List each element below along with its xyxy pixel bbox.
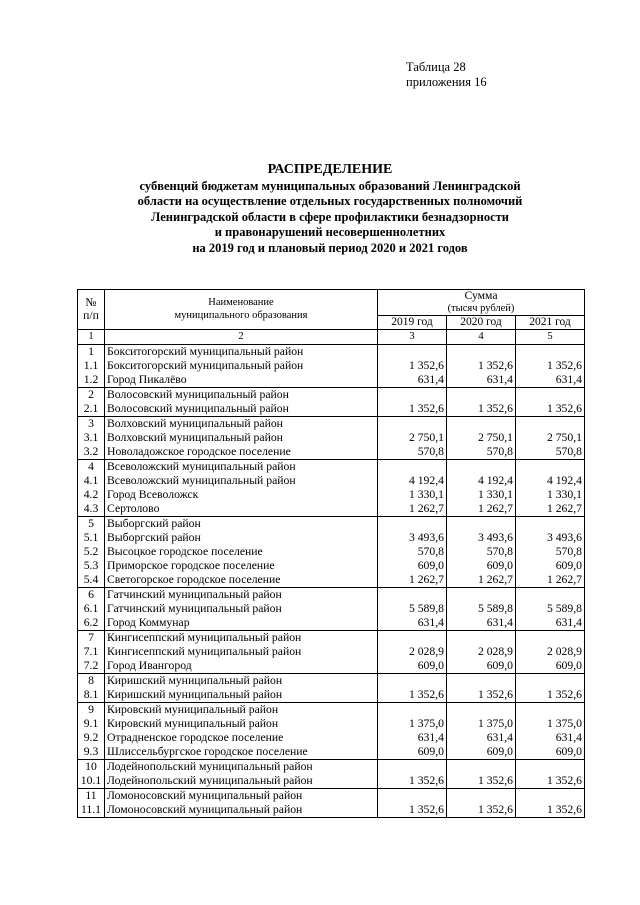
amount-2019: 1 352,6 <box>378 803 447 818</box>
amount-2021 <box>516 460 585 475</box>
amount-2021 <box>516 674 585 689</box>
row-number: 5 <box>78 517 105 532</box>
amount-2021 <box>516 631 585 646</box>
amount-2019 <box>378 588 447 603</box>
row-number: 6.2 <box>78 616 105 631</box>
amount-2021: 1 352,6 <box>516 774 585 789</box>
amount-2020: 4 192,4 <box>447 474 516 488</box>
table-number: Таблица 28 <box>406 60 466 74</box>
amount-2021: 570,8 <box>516 545 585 559</box>
amount-2021 <box>516 703 585 718</box>
row-number: 8.1 <box>78 688 105 703</box>
column-index: 1 <box>78 330 105 345</box>
header-name: Наименование муниципального образования <box>105 290 378 330</box>
amount-2021 <box>516 517 585 532</box>
amount-2021: 631,4 <box>516 373 585 388</box>
municipality-name: Выборгский район <box>105 517 378 532</box>
amount-2019: 1 330,1 <box>378 488 447 502</box>
row-number: 6.1 <box>78 602 105 616</box>
table-row <box>78 573 585 588</box>
table-row <box>78 373 585 388</box>
amount-2021 <box>516 388 585 403</box>
amount-2020: 609,0 <box>447 745 516 760</box>
amount-2019 <box>378 760 447 775</box>
amount-2020: 2 750,1 <box>447 431 516 445</box>
column-index: 3 <box>378 330 447 345</box>
row-number: 1 <box>78 345 105 360</box>
row-number: 5.1 <box>78 531 105 545</box>
amount-2021: 570,8 <box>516 445 585 460</box>
row-number: 4.1 <box>78 474 105 488</box>
amount-2019 <box>378 517 447 532</box>
amount-2019: 631,4 <box>378 731 447 745</box>
amount-2019: 1 262,7 <box>378 502 447 517</box>
amount-2021: 2 028,9 <box>516 645 585 659</box>
amount-2021 <box>516 345 585 360</box>
row-number: 6 <box>78 588 105 603</box>
row-number: 3.1 <box>78 431 105 445</box>
municipality-name: Бокситогорский муниципальный район <box>105 345 378 360</box>
amount-2020: 631,4 <box>447 373 516 388</box>
table-row <box>78 559 585 573</box>
table-row <box>78 474 585 488</box>
municipality-name: Киришский муниципальный район <box>105 688 378 703</box>
amount-2021: 631,4 <box>516 616 585 631</box>
municipality-name: Гатчинский муниципальный район <box>105 602 378 616</box>
municipality-name: Шлиссельбургское городское поселение <box>105 745 378 760</box>
amount-2021 <box>516 417 585 432</box>
amount-2020: 570,8 <box>447 445 516 460</box>
amount-2019 <box>378 703 447 718</box>
amount-2020: 1 352,6 <box>447 688 516 703</box>
column-index-row <box>78 330 585 345</box>
municipality-name: Волховский муниципальный район <box>105 417 378 432</box>
amount-2020: 1 375,0 <box>447 717 516 731</box>
municipality-name: Волховский муниципальный район <box>105 431 378 445</box>
amount-2020 <box>447 517 516 532</box>
table-row <box>78 388 585 403</box>
amount-2019: 1 375,0 <box>378 717 447 731</box>
table-reference <box>406 60 487 90</box>
municipality-name: Приморское городское поселение <box>105 559 378 573</box>
municipality-name: Бокситогорский муниципальный район <box>105 359 378 373</box>
title-line: на 2019 год и плановый период 2020 и 2021 годов <box>192 240 468 255</box>
amount-2019 <box>378 631 447 646</box>
row-number: 4.3 <box>78 502 105 517</box>
table-row <box>78 445 585 460</box>
amount-2021: 1 330,1 <box>516 488 585 502</box>
title-line: субвенций бюджетам муниципальных образований Ленинградской <box>139 179 521 193</box>
header-row <box>78 290 585 316</box>
amount-2021: 1 375,0 <box>516 717 585 731</box>
amount-2019 <box>378 417 447 432</box>
row-number: 4.2 <box>78 488 105 502</box>
header-sum: Сумма (тысяч рублей) <box>378 290 585 316</box>
municipality-name: Выборгский район <box>105 531 378 545</box>
table-row <box>78 502 585 517</box>
amount-2020: 5 589,8 <box>447 602 516 616</box>
municipality-name: Гатчинский муниципальный район <box>105 588 378 603</box>
table-row <box>78 460 585 475</box>
amount-2019: 2 750,1 <box>378 431 447 445</box>
table-row <box>78 545 585 559</box>
amount-2019: 1 352,6 <box>378 359 447 373</box>
amount-2019 <box>378 789 447 804</box>
row-number: 9.2 <box>78 731 105 745</box>
amount-2020 <box>447 345 516 360</box>
municipality-name: Город Всеволожск <box>105 488 378 502</box>
municipality-name: Отрадненское городское поселение <box>105 731 378 745</box>
row-number: 9.3 <box>78 745 105 760</box>
row-number: 1.2 <box>78 373 105 388</box>
amount-2020: 631,4 <box>447 616 516 631</box>
title-line: и правонарушений несовершеннолетних <box>214 225 446 240</box>
municipality-name: Город Ивангород <box>105 659 378 674</box>
amount-2021: 1 352,6 <box>516 688 585 703</box>
row-number: 10.1 <box>78 774 105 789</box>
municipality-name: Киришский муниципальный район <box>105 674 378 689</box>
row-number: 9.1 <box>78 717 105 731</box>
amount-2020 <box>447 388 516 403</box>
amount-2020: 570,8 <box>447 545 516 559</box>
amount-2019 <box>378 674 447 689</box>
amount-2019: 5 589,8 <box>378 602 447 616</box>
amount-2020: 609,0 <box>447 559 516 573</box>
amount-2019: 570,8 <box>378 545 447 559</box>
table-row <box>78 803 585 818</box>
table-row <box>78 731 585 745</box>
table-row <box>78 517 585 532</box>
column-index: 2 <box>105 330 378 345</box>
title-line: Ленинградской области в сфере профилактики безнадзорности <box>151 209 509 224</box>
municipality-name: Кировский муниципальный район <box>105 717 378 731</box>
amount-2021: 1 352,6 <box>516 803 585 818</box>
amount-2019: 3 493,6 <box>378 531 447 545</box>
amount-2020 <box>447 588 516 603</box>
municipality-name: Город Пикалёво <box>105 373 378 388</box>
municipality-name: Лодейнопольский муниципальный район <box>105 760 378 775</box>
amount-2021 <box>516 760 585 775</box>
municipality-name: Всеволожский муниципальный район <box>105 460 378 475</box>
amount-2020: 1 330,1 <box>447 488 516 502</box>
amount-2021: 631,4 <box>516 731 585 745</box>
row-number: 2.1 <box>78 402 105 417</box>
header-year-2019: 2019 год <box>378 316 447 330</box>
amount-2020: 631,4 <box>447 731 516 745</box>
table-row <box>78 359 585 373</box>
table-row <box>78 431 585 445</box>
amount-2021: 609,0 <box>516 745 585 760</box>
amount-2020 <box>447 789 516 804</box>
amount-2019: 1 352,6 <box>378 774 447 789</box>
amount-2019: 4 192,4 <box>378 474 447 488</box>
table-row <box>78 745 585 760</box>
table-row <box>78 789 585 804</box>
appendix-number: приложения 16 <box>406 75 487 89</box>
amount-2021 <box>516 789 585 804</box>
amount-2020: 1 352,6 <box>447 402 516 417</box>
amount-2021: 3 493,6 <box>516 531 585 545</box>
table-row <box>78 631 585 646</box>
table-row <box>78 345 585 360</box>
row-number: 9 <box>78 703 105 718</box>
amount-2020: 1 262,7 <box>447 573 516 588</box>
amount-2021: 609,0 <box>516 559 585 573</box>
table-row <box>78 717 585 731</box>
table-row <box>78 774 585 789</box>
row-number: 11.1 <box>78 803 105 818</box>
municipality-name: Город Коммунар <box>105 616 378 631</box>
amount-2020 <box>447 460 516 475</box>
column-index: 5 <box>516 330 585 345</box>
table-row <box>78 703 585 718</box>
table-row <box>78 588 585 603</box>
amount-2020 <box>447 674 516 689</box>
table-row <box>78 602 585 616</box>
municipality-name: Светогорское городское поселение <box>105 573 378 588</box>
amount-2019: 1 352,6 <box>378 688 447 703</box>
municipality-name: Кингисеппский муниципальный район <box>105 631 378 646</box>
municipality-name: Новоладожское городское поселение <box>105 445 378 460</box>
municipality-name: Лодейнопольский муниципальный район <box>105 774 378 789</box>
amount-2019: 2 028,9 <box>378 645 447 659</box>
amount-2019: 609,0 <box>378 659 447 674</box>
amount-2020 <box>447 417 516 432</box>
row-number: 3 <box>78 417 105 432</box>
municipality-name: Волосовский муниципальный район <box>105 388 378 403</box>
municipality-name: Кингисеппский муниципальный район <box>105 645 378 659</box>
amount-2021: 1 262,7 <box>516 573 585 588</box>
amount-2019: 609,0 <box>378 745 447 760</box>
amount-2019 <box>378 460 447 475</box>
header-year-2021: 2021 год <box>516 316 585 330</box>
table-row <box>78 417 585 432</box>
municipality-name: Ломоносовский муниципальный район <box>105 803 378 818</box>
column-index: 4 <box>447 330 516 345</box>
title-heading: РАСПРЕДЕЛЕНИЕ <box>267 162 393 177</box>
municipality-name: Кировский муниципальный район <box>105 703 378 718</box>
amount-2019 <box>378 388 447 403</box>
table-body <box>78 330 585 818</box>
amount-2021: 5 589,8 <box>516 602 585 616</box>
table-row <box>78 616 585 631</box>
amount-2021 <box>516 588 585 603</box>
row-number: 5.2 <box>78 545 105 559</box>
amount-2020: 1 352,6 <box>447 359 516 373</box>
title-line: области на осуществление отдельных государственных полномочий <box>137 194 523 209</box>
amount-2021: 609,0 <box>516 659 585 674</box>
subsidy-distribution-table <box>77 289 585 818</box>
row-number: 5.3 <box>78 559 105 573</box>
amount-2020: 2 028,9 <box>447 645 516 659</box>
amount-2020 <box>447 631 516 646</box>
municipality-name: Высоцкое городское поселение <box>105 545 378 559</box>
row-number: 7.1 <box>78 645 105 659</box>
table-row <box>78 488 585 502</box>
row-number: 11 <box>78 789 105 804</box>
amount-2020: 1 352,6 <box>447 774 516 789</box>
amount-2021: 1 262,7 <box>516 502 585 517</box>
amount-2019: 1 262,7 <box>378 573 447 588</box>
table-row <box>78 688 585 703</box>
amount-2020: 1 352,6 <box>447 803 516 818</box>
table-row <box>78 760 585 775</box>
row-number: 5.4 <box>78 573 105 588</box>
table-row <box>78 402 585 417</box>
header-year-2020: 2020 год <box>447 316 516 330</box>
table-row <box>78 659 585 674</box>
row-number: 7 <box>78 631 105 646</box>
row-number: 10 <box>78 760 105 775</box>
header-number: № п/п <box>78 290 105 330</box>
row-number: 8 <box>78 674 105 689</box>
amount-2019 <box>378 345 447 360</box>
table-row <box>78 531 585 545</box>
amount-2021: 2 750,1 <box>516 431 585 445</box>
row-number: 2 <box>78 388 105 403</box>
table-row <box>78 674 585 689</box>
amount-2019: 570,8 <box>378 445 447 460</box>
amount-2021: 4 192,4 <box>516 474 585 488</box>
amount-2021: 1 352,6 <box>516 402 585 417</box>
amount-2021: 1 352,6 <box>516 359 585 373</box>
table-row <box>78 645 585 659</box>
amount-2020: 609,0 <box>447 659 516 674</box>
municipality-name: Ломоносовский муниципальный район <box>105 789 378 804</box>
amount-2020: 3 493,6 <box>447 531 516 545</box>
amount-2020: 1 262,7 <box>447 502 516 517</box>
row-number: 3.2 <box>78 445 105 460</box>
row-number: 7.2 <box>78 659 105 674</box>
municipality-name: Волосовский муниципальный район <box>105 402 378 417</box>
amount-2020 <box>447 760 516 775</box>
amount-2020 <box>447 703 516 718</box>
amount-2019: 609,0 <box>378 559 447 573</box>
municipality-name: Сертолово <box>105 502 378 517</box>
amount-2019: 631,4 <box>378 616 447 631</box>
municipality-name: Всеволожский муниципальный район <box>105 474 378 488</box>
row-number: 4 <box>78 460 105 475</box>
amount-2019: 631,4 <box>378 373 447 388</box>
amount-2019: 1 352,6 <box>378 402 447 417</box>
document-title <box>80 162 580 256</box>
row-number: 1.1 <box>78 359 105 373</box>
